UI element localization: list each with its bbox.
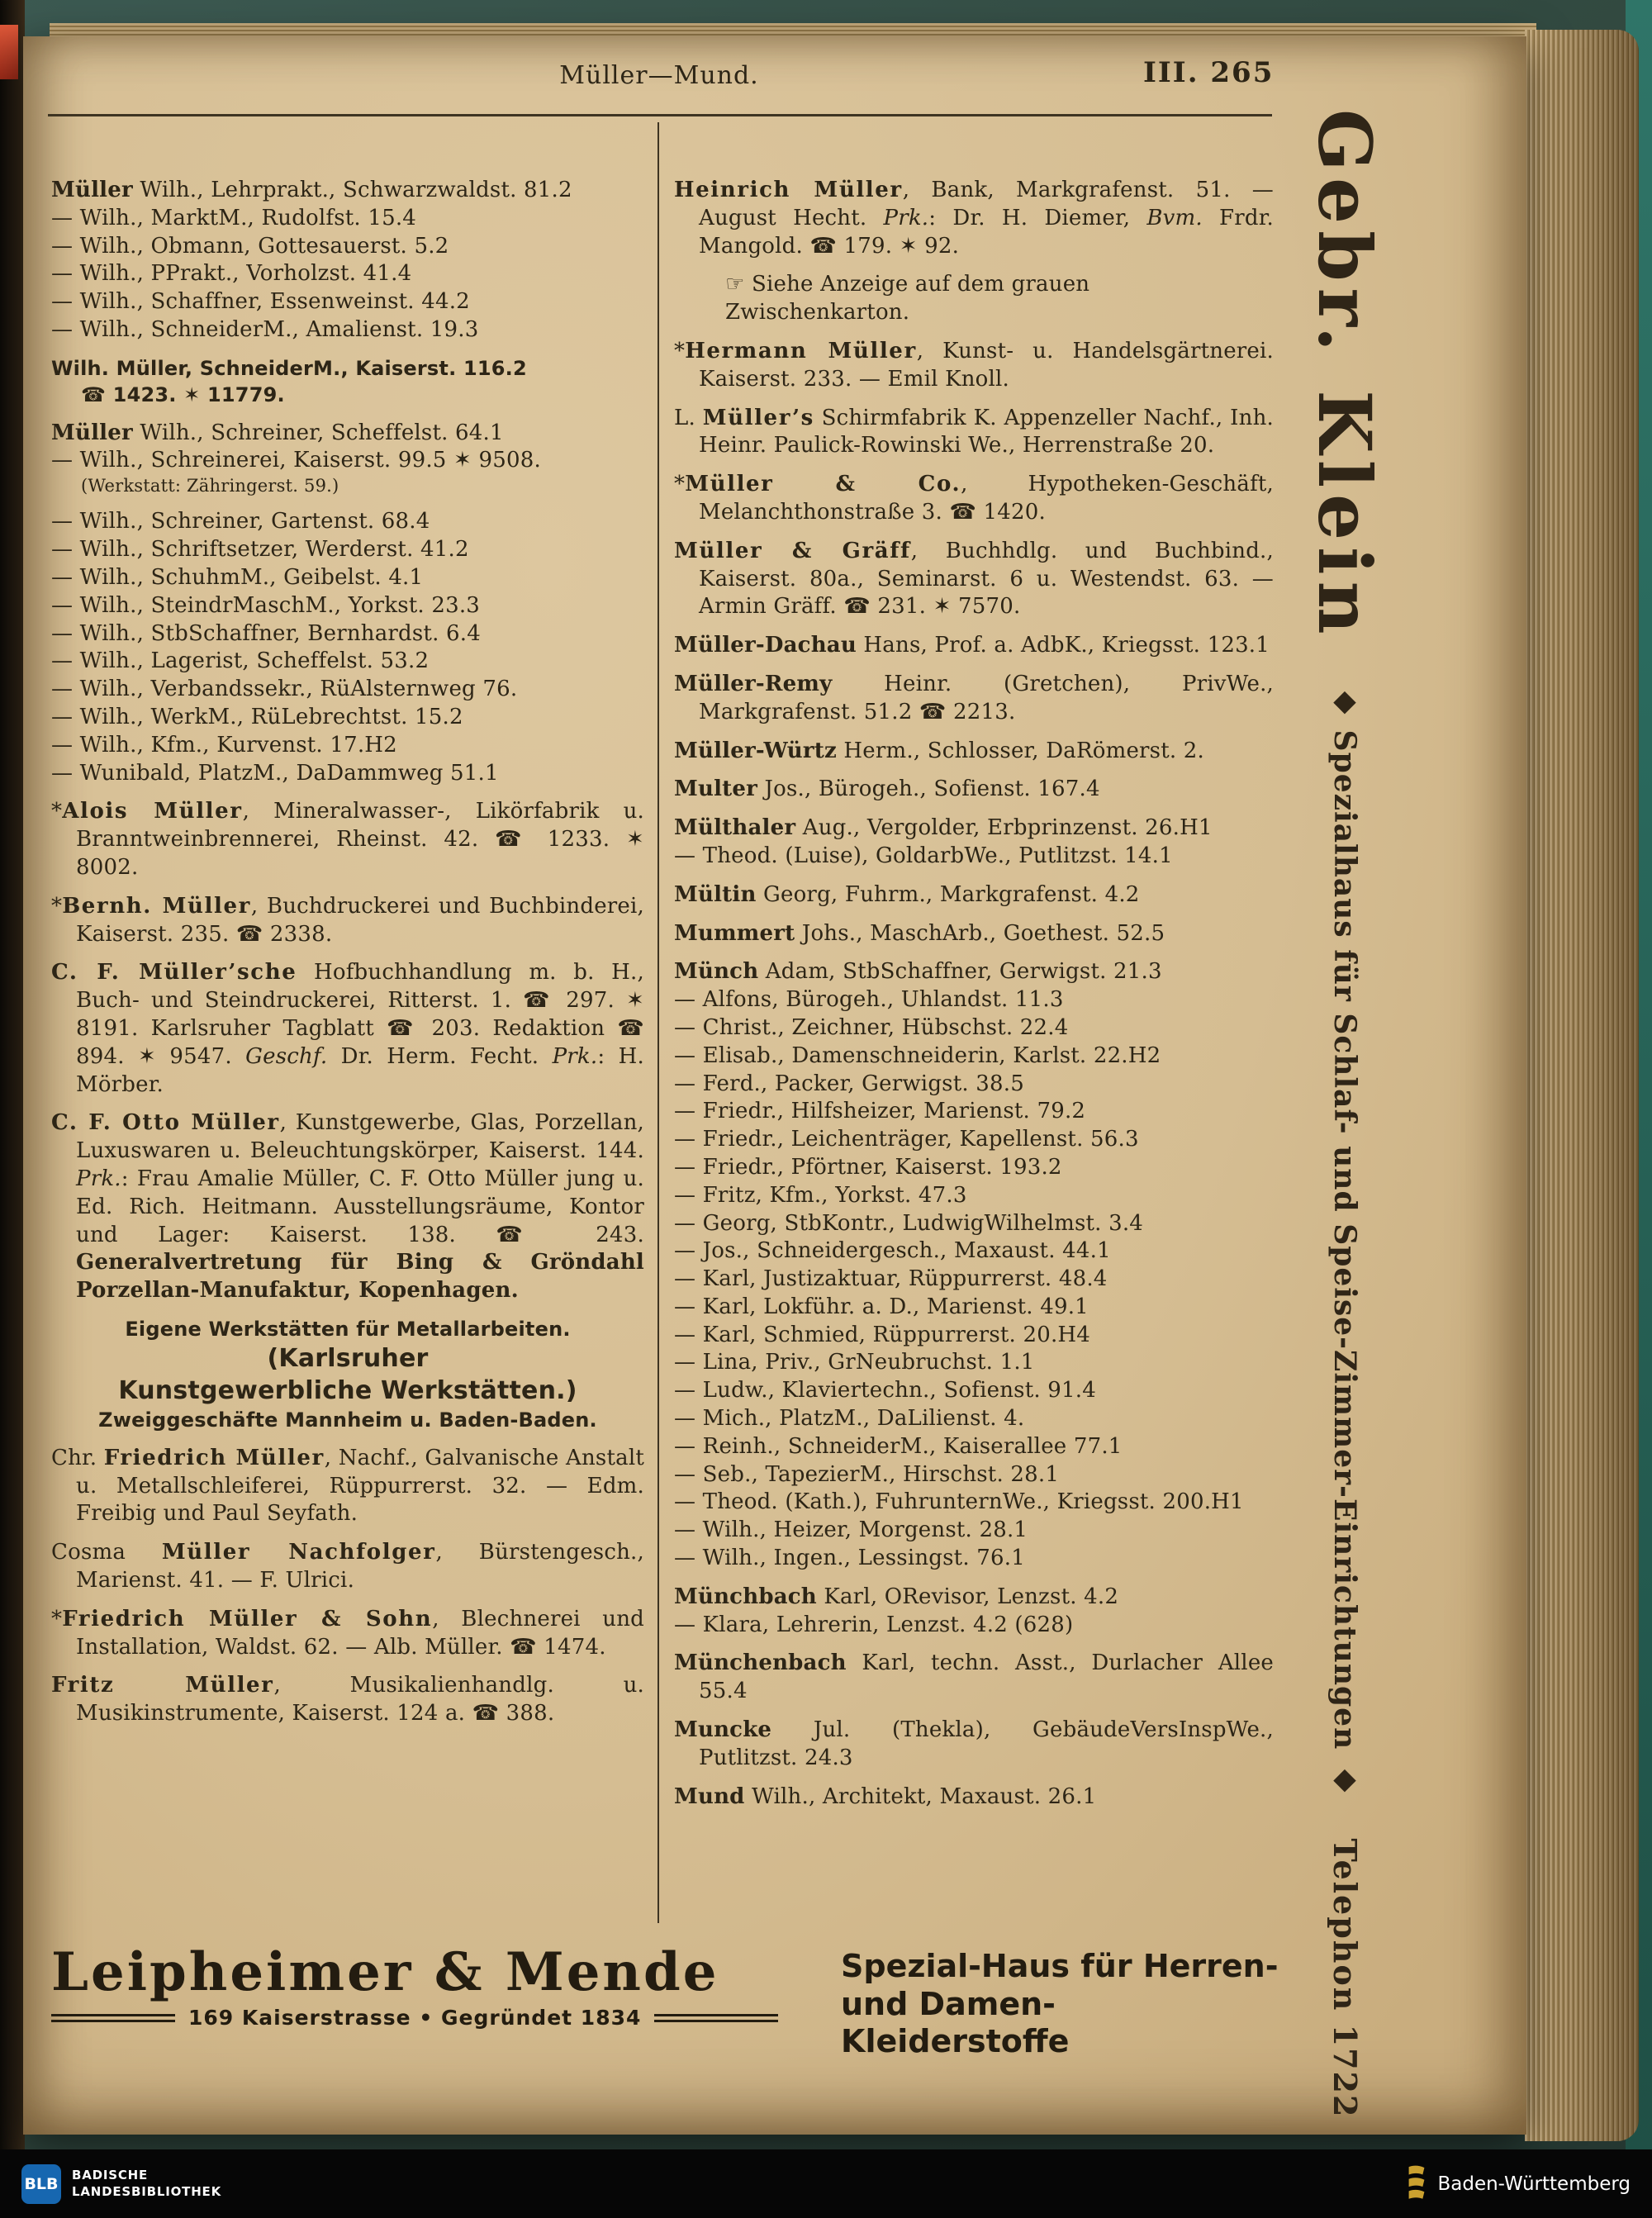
double-rule <box>654 2014 778 2022</box>
state-label: Baden-Württemberg <box>1437 2173 1631 2195</box>
left-column <box>51 177 644 1728</box>
phone-icon: ☎ <box>472 1701 500 1726</box>
state-branding <box>1406 2165 1631 2203</box>
side-advertisement <box>1302 109 1388 2119</box>
header-rule <box>48 114 1272 116</box>
page-header <box>23 61 1295 90</box>
footer-bar <box>0 2149 1652 2218</box>
bottom-advertisement <box>51 1941 1280 2061</box>
directory-entry: L. Müller’s Schirmfabrik K. Appenzeller Nachf., Inh. Heinr. Paulick-Rowinski We., Herrenstraße 20. <box>674 405 1274 458</box>
star-icon: ✶ <box>453 448 472 473</box>
star-icon: ✶ <box>933 594 952 620</box>
phone-icon: ☎ <box>843 594 871 620</box>
phone-icon: ☎ <box>617 1016 644 1041</box>
directory-entry: Müller-Dachau Hans, Prof. a. AdbK., Kriegsst. 123.1 <box>674 633 1270 658</box>
directory-entry: — Wilh., Schriftsetzer, Werderst. 41.2 <box>51 537 469 563</box>
bw-emblem-icon <box>1406 2165 1427 2203</box>
library-name <box>72 2168 221 2200</box>
red-bookmark-tab <box>0 25 18 79</box>
directory-entry: Müller-Remy Heinr. (Gretchen), PrivWe., Markgrafenst. 51.2 ☎ 2213. <box>674 671 1274 724</box>
directory-entry: — Seb., TapezierM., Hirschst. 28.1 <box>674 1461 1060 1487</box>
directory-entry: — Lina, Priv., GrNeubruchst. 1.1 <box>674 1350 1035 1375</box>
directory-entry: — Karl, Justizaktuar, Rüppurrerst. 48.4 <box>674 1266 1108 1292</box>
directory-entry: Kunstgewerbliche Werkstätten.) <box>118 1376 577 1406</box>
page-number: III. 265 <box>1143 56 1275 89</box>
directory-entry: ☎ 1423. ✶ 11779. <box>81 383 285 407</box>
directory-entry: (Werkstatt: Zähringerst. 59.) <box>81 476 339 496</box>
directory-entry: ☞ Siehe Anzeige auf dem grauen Zwischenkarton. <box>725 272 1090 325</box>
directory-entry: — Wilh., PPrakt., Vorholzst. 41.4 <box>51 261 412 287</box>
directory-entry: — Wilh., WerkM., RüLebrechtst. 15.2 <box>51 705 463 730</box>
directory-entry: — Karl, Lokführ. a. D., Marienst. 49.1 <box>674 1294 1089 1319</box>
directory-entry: *Alois Müller, Mineralwasser-, Likörfabrik u. Branntweinbrennerei, Rheinst. 42. ☎ 1233. ✶ 8002. <box>51 799 644 881</box>
directory-entry: Müller-Würtz Herm., Schlosser, DaRömerst. 2. <box>674 738 1205 763</box>
tagline-line2: und Damen-Kleiderstoffe <box>841 1985 1070 2060</box>
phone-icon: ☎ <box>523 988 555 1014</box>
directory-entry: Münchenbach Karl, techn. Asst., Durlacher Allee 55.4 <box>674 1650 1274 1704</box>
phone-icon: ☎ <box>809 233 838 259</box>
column-divider <box>657 122 659 1923</box>
blb-logo <box>21 2164 61 2204</box>
directory-entry: — Wunibald, PlatzM., DaDammweg 51.1 <box>51 760 499 786</box>
directory-entry: Multer Jos., Bürogeh., Sofienst. 167.4 <box>674 777 1100 802</box>
directory-entry: — Wilh., Heizer, Morgenst. 28.1 <box>674 1517 1028 1543</box>
star-icon: ✶ <box>626 827 644 853</box>
phone-icon: ☎ <box>387 1016 420 1041</box>
directory-entry: *Bernh. Müller, Buchdruckerei und Buchbinderei, Kaiserst. 235. ☎ 2338. <box>51 893 645 947</box>
directory-entry: Mültin Georg, Fuhrm., Markgrafenst. 4.2 <box>674 881 1140 907</box>
directory-entry: *Hermann Müller, Kunst- u. Handelsgärtnerei. Kaiserst. 233. — Emil Knoll. <box>674 338 1274 392</box>
star-icon: ✶ <box>899 233 918 259</box>
hand-icon: ☞ <box>725 272 745 297</box>
phone-icon: ☎ <box>495 827 532 853</box>
page-stack-edge <box>1525 30 1639 2141</box>
directory-entry: — Friedr., Leichenträger, Kapellenst. 56.3 <box>674 1127 1139 1152</box>
directory-entry: Muncke Jul. (Thekla), GebäudeVersInspWe., Putlitzst. 24.3 <box>674 1717 1274 1770</box>
directory-entry: — Wilh., Schreiner, Gartenst. 68.4 <box>51 509 430 534</box>
directory-entry: — Theod. (Kath.), FuhrunternWe., Kriegsst. 200.H1 <box>674 1489 1244 1515</box>
directory-entry: Münch Adam, StbSchaffner, Gerwigst. 21.3 <box>674 959 1162 985</box>
directory-entry: C. F. Müller’sche Hofbuchhandlung m. b. H., Buch- und Steindruckerei, Ritterst. 1. ☎ 297. ✶ 8191. Karlsruher Tagblatt ☎ 203. Redaktion ☎ 894. ✶ 9547. Geschf. Dr. Herm. Fecht. Prk.: H. Mörber. <box>51 960 644 1097</box>
phone-icon: ☎ <box>496 1222 556 1247</box>
page-header-title: Müller—Mund. <box>559 61 759 90</box>
directory-entry: — Wilh., Obmann, Gottesauerst. 5.2 <box>51 233 449 259</box>
right-column <box>674 177 1274 1811</box>
directory-entry: — Friedr., Hilfsheizer, Marienst. 79.2 <box>674 1099 1086 1124</box>
star-icon: ✶ <box>183 383 201 407</box>
directory-entry: — Wilh., Verbandssekr., RüAlsternweg 76. <box>51 677 518 702</box>
bottom-ad-left <box>51 1941 819 2030</box>
directory-entry: — Mich., PlatzM., DaLilienst. 4. <box>674 1406 1025 1432</box>
directory-entry: — Wilh., SchuhmM., Geibelst. 4.1 <box>51 565 424 591</box>
directory-entry: Mund Wilh., Architekt, Maxaust. 26.1 <box>674 1783 1097 1809</box>
phone-icon: ☎ <box>81 383 107 407</box>
directory-entry: — Wilh., SteindrMaschM., Yorkst. 23.3 <box>51 592 481 618</box>
side-ad-subtitle: ◆ Spezialhaus für Schlaf- und Speise-Zimmer-Einrichtungen ◆ <box>1327 682 1362 1797</box>
directory-entry: (Karlsruher <box>267 1344 429 1374</box>
directory-entry: — Elisab., Damenschneiderin, Karlst. 22.H2 <box>674 1043 1161 1068</box>
directory-entry: Müller Wilh., Schreiner, Scheffelst. 64.1 <box>51 420 504 445</box>
directory-entry: Eigene Werkstätten für Metallarbeiten. <box>125 1317 571 1341</box>
directory-entry: — Wilh., Kfm., Kurvenst. 17.H2 <box>51 732 397 758</box>
directory-entry: *Friedrich Müller & Sohn, Blechnerei und Installation, Waldst. 62. — Alb. Müller. ☎ 1474. <box>51 1606 644 1660</box>
phone-icon: ☎ <box>949 499 977 525</box>
directory-entry: — Wilh., Schreinerei, Kaiserst. 99.5 ✶ 9508. <box>51 448 541 473</box>
directory-entry: — Wilh., Lagerist, Scheffelst. 53.2 <box>51 648 430 674</box>
library-name-line1: BADISCHE <box>72 2168 149 2182</box>
directory-entry: Müller Wilh., Lehrprakt., Schwarzwaldst. 81.2 <box>51 178 572 202</box>
directory-entry: — Christ., Zeichner, Hübschst. 22.4 <box>674 1014 1069 1040</box>
directory-entry: — Wilh., SchneiderM., Amalienst. 19.3 <box>51 316 479 342</box>
advertiser-address-row <box>51 2006 778 2030</box>
phone-icon: ☎ <box>510 1634 537 1660</box>
directory-entry: — Reinh., SchneiderM., Kaiserallee 77.1 <box>674 1433 1123 1459</box>
star-icon: ✶ <box>138 1043 157 1069</box>
directory-entry: *Müller & Co., Hypotheken-Geschäft, Melanchthonstraße 3. ☎ 1420. <box>674 472 1274 525</box>
directory-entry: — Theod. (Luise), GoldarbWe., Putlitzst. 14.1 <box>674 843 1173 868</box>
directory-entry: Müller & Gräff, Buchhdlg. und Buchbind., Kaiserst. 80a., Seminarst. 6 u. Westendst. 63. — Armin Gräff. ☎ 231. ✶ 7570. <box>674 538 1274 620</box>
bottom-ad-tagline <box>819 1946 1280 2061</box>
directory-entry: — Klara, Lehrerin, Lenzst. 4.2 (628) <box>674 1612 1074 1637</box>
advertiser-address: 169 Kaiserstrasse • Gegründet 1834 <box>188 2006 642 2030</box>
directory-page <box>23 36 1526 2135</box>
directory-entry: — Wilh., StbSchaffner, Bernhardst. 6.4 <box>51 620 481 646</box>
side-ad-phone: Telephon 1722 <box>1327 1838 1364 2119</box>
directory-entry: Wilh. Müller, SchneiderM., Kaiserst. 116.2 <box>51 356 527 380</box>
directory-entry: C. F. Otto Müller, Kunstgewerbe, Glas, Porzellan, Luxuswaren u. Beleuchtungskörper, Kaiserst. 144. Prk.: Frau Amalie Müller, C. F. Otto Müller jung u. Ed. Rich. Heitmann. Ausstellungsräume, Kontor und Lager: Kaiserst. 138. ☎ 243. Generalvertretung für Bing & Gröndahl Porzellan-Manufaktur, Kopenhagen. <box>51 1110 644 1304</box>
directory-entry: — Georg, StbKontr., LudwigWilhelmst. 3.4 <box>674 1210 1144 1236</box>
tagline-line1: Spezial-Haus für Herren- <box>841 1948 1279 1984</box>
directory-entry: — Ludw., Klaviertechn., Sofienst. 91.4 <box>674 1378 1096 1403</box>
directory-entry: Heinrich Müller, Bank, Markgrafenst. 51. — August Hecht. Prk.: Dr. H. Diemer, Bvm. Frdr. Mangold. ☎ 179. ✶ 92. <box>674 178 1274 259</box>
directory-entry: Mummert Johs., MaschArb., Goethest. 52.5 <box>674 920 1165 946</box>
phone-icon: ☎ <box>235 921 263 947</box>
directory-entry: Chr. Friedrich Müller, Nachf., Galvanische Anstalt u. Metallschleiferei, Rüppurrerst. 32. — Edm. Freibig und Paul Seyfath. <box>51 1445 644 1527</box>
phone-icon: ☎ <box>919 699 947 724</box>
directory-entry: — Friedr., Pförtner, Kaiserst. 193.2 <box>674 1154 1062 1180</box>
side-ad-title: Gebr. Klein <box>1302 109 1388 641</box>
directory-entry: Cosma Müller Nachfolger, Bürstengesch., Marienst. 41. — F. Ulrici. <box>51 1540 644 1593</box>
directory-entry: Mülthaler Aug., Vergolder, Erbprinzenst. 26.H1 <box>674 815 1213 841</box>
directory-entry: — Fritz, Kfm., Yorkst. 47.3 <box>674 1182 967 1208</box>
directory-entry: — Jos., Schneidergesch., Maxaust. 44.1 <box>674 1238 1111 1264</box>
directory-entry: Zweiggeschäfte Mannheim u. Baden-Baden. <box>98 1408 597 1432</box>
directory-entry: — Wilh., Ingen., Lessingst. 76.1 <box>674 1546 1025 1571</box>
directory-entry: — Karl, Schmied, Rüppurrerst. 20.H4 <box>674 1322 1091 1347</box>
directory-entry: — Alfons, Bürogeh., Uhlandst. 11.3 <box>674 987 1064 1013</box>
directory-entry: — Wilh., MarktM., Rudolfst. 15.4 <box>51 205 417 230</box>
directory-entry: — Ferd., Packer, Gerwigst. 38.5 <box>674 1071 1024 1096</box>
library-branding <box>21 2164 221 2204</box>
directory-entry: Fritz Müller, Musikalienhandlg. u. Musikinstrumente, Kaiserst. 124 a. ☎ 388. <box>51 1673 644 1726</box>
blb-logo-text: BLB <box>24 2174 59 2193</box>
book-spine <box>0 0 25 2218</box>
star-icon: ✶ <box>626 988 644 1014</box>
library-name-line2: LANDESBIBLIOTHEK <box>72 2183 222 2199</box>
directory-entry: — Wilh., Schaffner, Essenweinst. 44.2 <box>51 289 470 315</box>
directory-entry: Münchbach Karl, ORevisor, Lenzst. 4.2 <box>674 1584 1119 1609</box>
double-rule <box>51 2014 175 2022</box>
advertiser-name: Leipheimer & Mende <box>51 1941 719 2003</box>
